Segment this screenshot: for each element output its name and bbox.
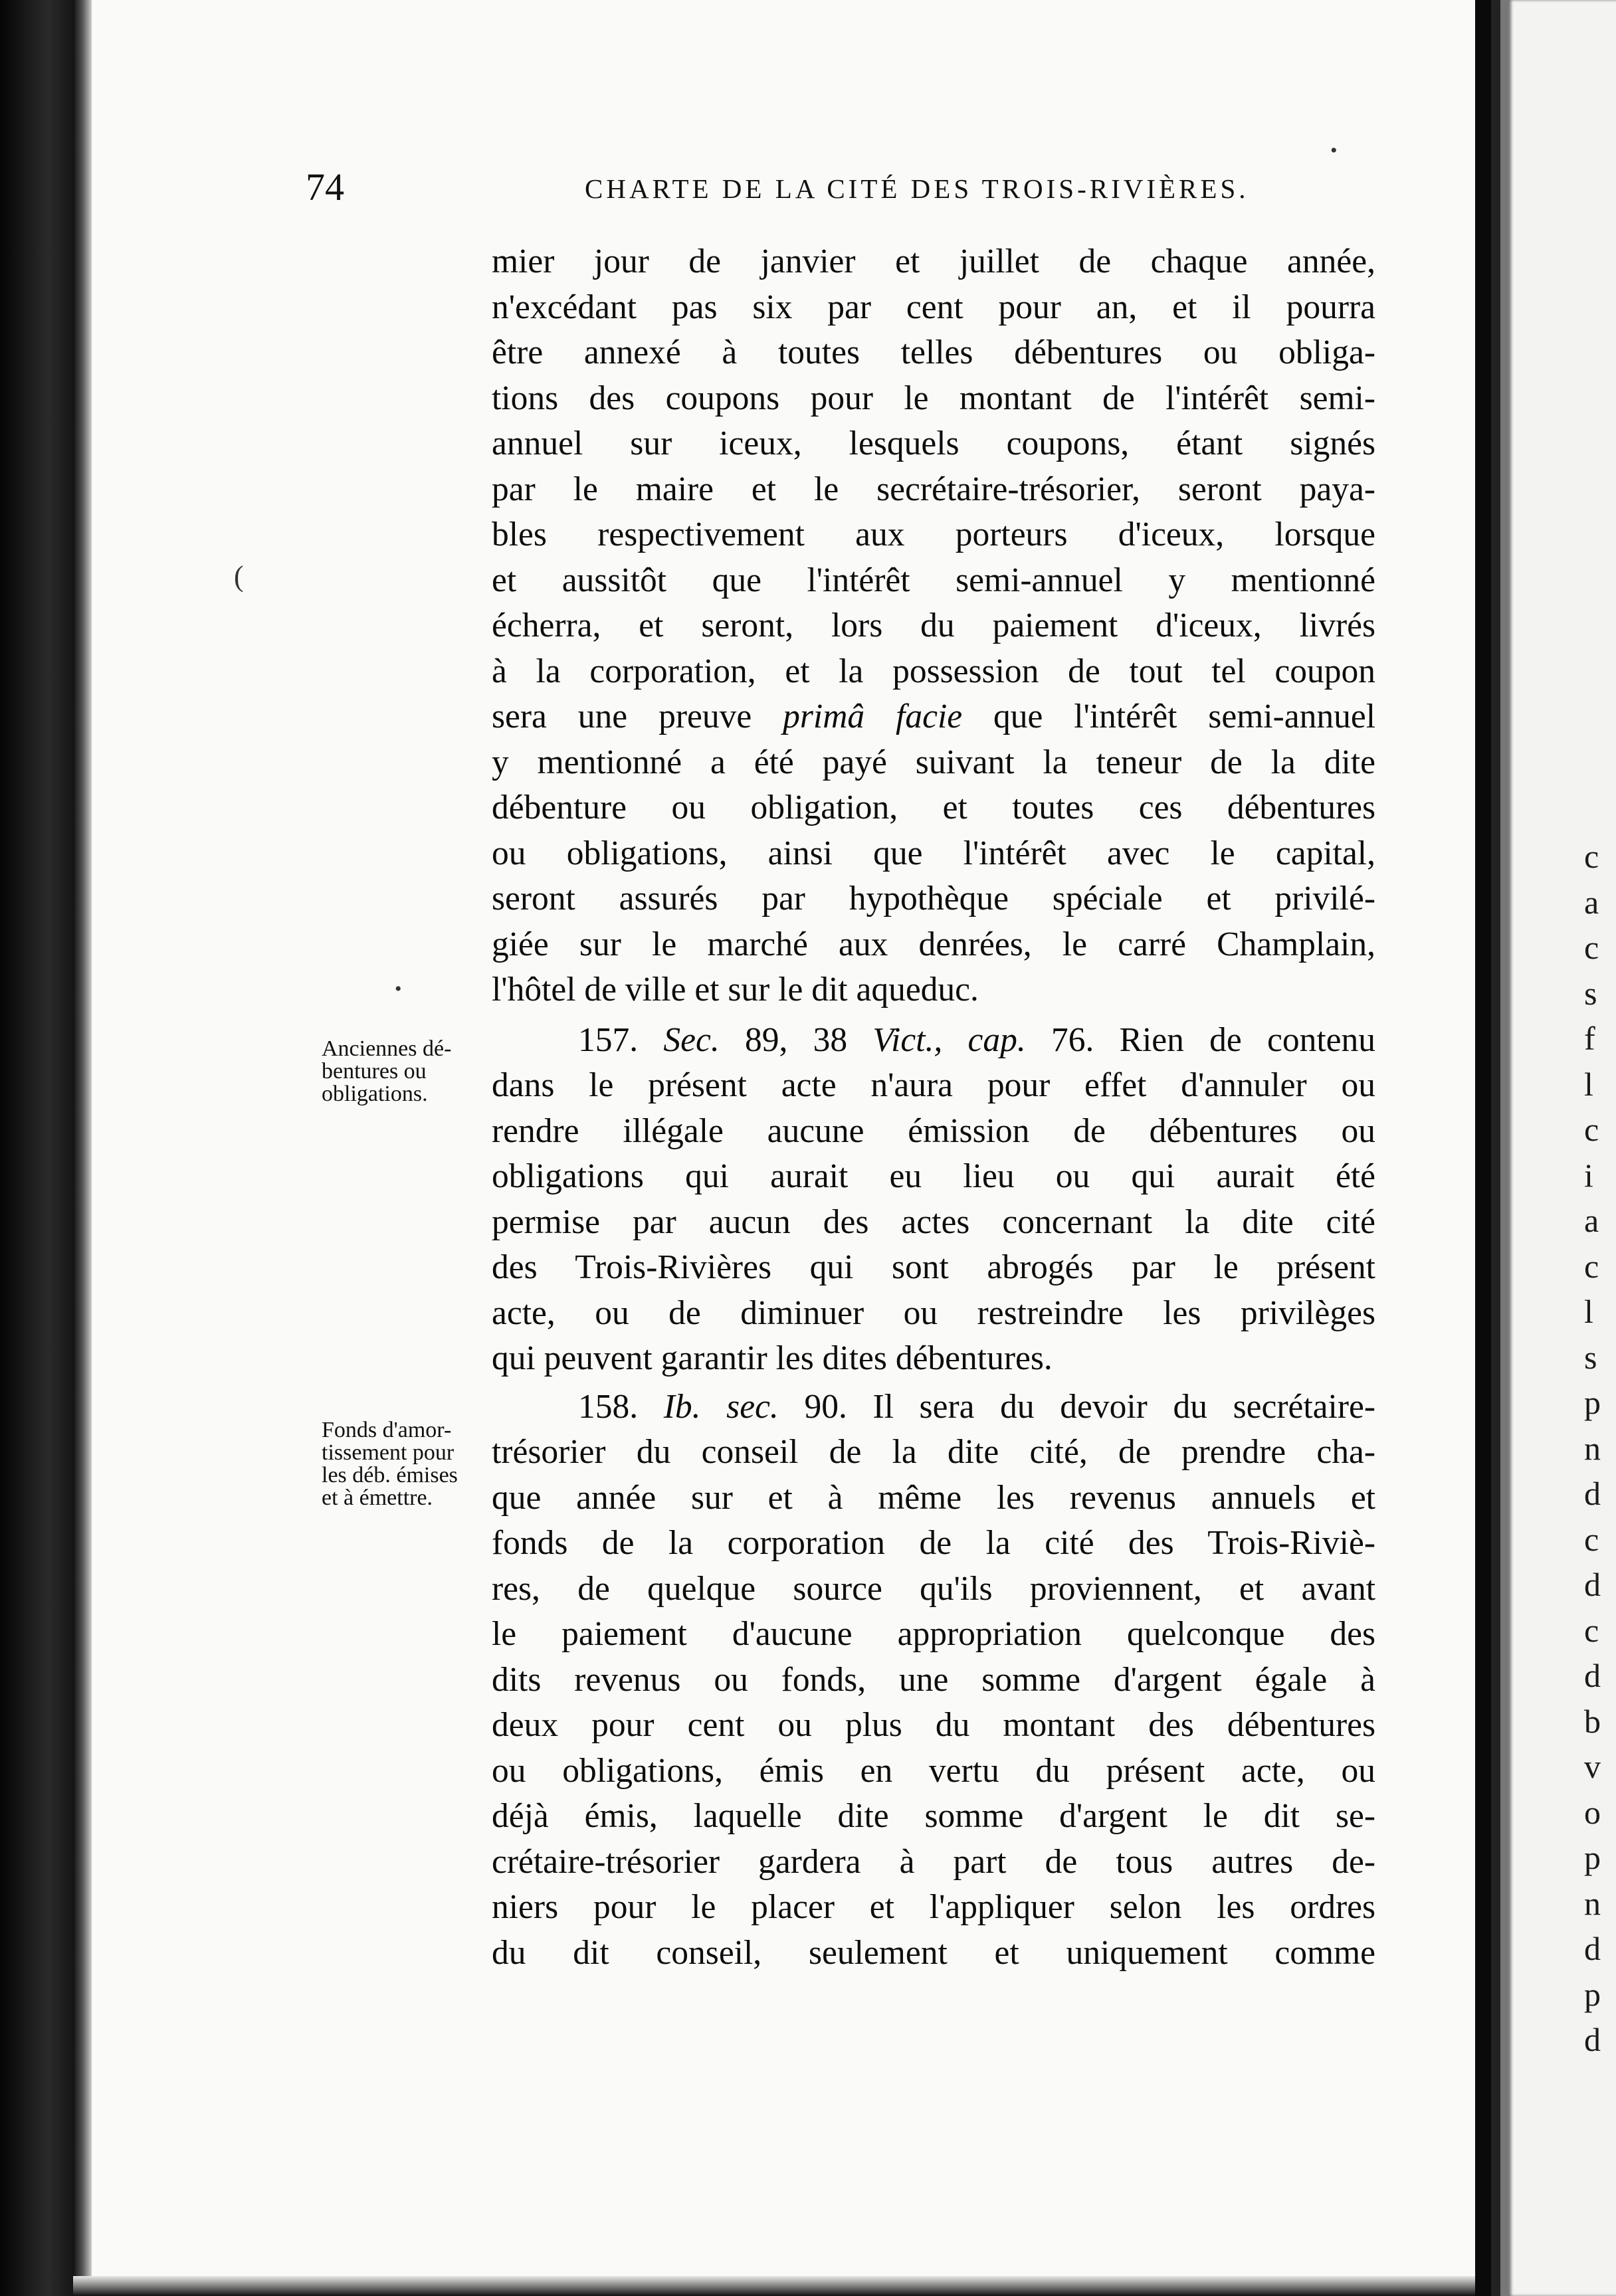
page-left-border — [73, 0, 92, 2296]
facing-page-letter: p — [1584, 1839, 1601, 1876]
text-line: et aussitôt que l'intérêt semi-annuel y mentionné — [492, 561, 1375, 599]
marginal-note-fonds-amortissement — [322, 1419, 508, 1509]
facing-page-letter: s — [1584, 1338, 1597, 1376]
text-line: niers pour le placer et l'appliquer selon les ordres — [492, 1888, 1375, 1926]
paragraph-last-line: qui peuvent garantir les dites débentures. — [492, 1339, 1053, 1377]
facing-page-letter: d — [1584, 1930, 1601, 1967]
text-line-italic-phrase — [492, 694, 1375, 740]
section-number: 158. — [578, 1387, 639, 1426]
page-bottom-edge — [73, 2276, 1475, 2296]
facing-page-letter: s — [1584, 974, 1597, 1012]
section-158-first-line — [492, 1385, 1375, 1430]
facing-page-letter: c — [1584, 1111, 1599, 1148]
text-line: le paiement d'aucune appropriation quelconque des — [492, 1615, 1375, 1653]
text-line: ou obligations, ainsi que l'intérêt avec le capital, — [492, 834, 1375, 872]
book-left-edge — [0, 0, 80, 2296]
text-line: crétaire-trésorier gardera à part de tous autres de- — [492, 1842, 1375, 1881]
marginal-note-line: Anciennes dé- — [322, 1036, 452, 1061]
text-line: deux pour cent ou plus du montant des débentures — [492, 1706, 1375, 1744]
text-line: tions des coupons pour le montant de l'intérêt semi- — [492, 379, 1375, 417]
facing-page-letter: d — [1584, 2021, 1601, 2058]
text-line: permise par aucun des actes concernant la dite cité — [492, 1202, 1375, 1241]
facing-page-letter: o — [1584, 1793, 1601, 1831]
text-line: obligations qui aurait eu lieu ou qui aurait été — [492, 1157, 1375, 1195]
text-line: ou obligations, émis en vertu du présent acte, ou — [492, 1751, 1375, 1790]
section-reference: Sec. — [663, 1020, 720, 1059]
facing-page-letter: b — [1584, 1702, 1601, 1740]
book-gutter — [1475, 0, 1491, 2296]
print-speck: ( — [234, 560, 244, 593]
line-text-after: Il sera du devoir du secrétaire- — [847, 1387, 1375, 1426]
line-text-after: que l'intérêt semi-annuel — [962, 698, 1376, 735]
facing-page-letter: c — [1584, 1520, 1599, 1558]
section-reference: Ib. sec. — [663, 1387, 779, 1426]
text-line: déjà émis, laquelle dite somme d'argent le dit se- — [492, 1797, 1375, 1835]
marginal-note-line: et à émettre. — [322, 1485, 433, 1510]
line-text-after: Rien de contenu — [1094, 1020, 1376, 1059]
facing-page-letter: f — [1584, 1020, 1595, 1057]
running-title: CHARTE DE LA CITÉ DES TROIS-RIVIÈRES. — [585, 173, 1249, 204]
text-line: bles respectivement aux porteurs d'iceux, lorsque — [492, 516, 1375, 553]
paragraph-last-line: l'hôtel de ville et sur le dit aqueduc. — [492, 971, 979, 1008]
facing-page-letter: v — [1584, 1748, 1601, 1785]
facing-page-letter: d — [1584, 1475, 1601, 1512]
text-line: débenture ou obligation, et toutes ces débentures — [492, 789, 1375, 826]
facing-page-letter: p — [1584, 1975, 1601, 2013]
facing-page-letter: n — [1584, 1884, 1601, 1922]
text-line: mier jour de janvier et juillet de chaque année, — [492, 242, 1375, 280]
marginal-note-line: Fonds d'amor- — [322, 1418, 452, 1442]
text-line: dans le présent acte n'aura pour effet d'annuler ou — [492, 1066, 1375, 1104]
text-line: trésorier du conseil de la dite cité, de prendre cha- — [492, 1433, 1375, 1471]
marginal-note-line: les déb. émises — [322, 1463, 458, 1487]
section-157-first-line — [492, 1018, 1375, 1064]
facing-page-letter: c — [1584, 1247, 1599, 1285]
marginal-note-line: bentures ou — [322, 1059, 427, 1084]
text-line: giée sur le marché aux denrées, le carré Champlain, — [492, 925, 1375, 963]
facing-page-letter: l — [1584, 1293, 1593, 1330]
facing-page-letter: n — [1584, 1429, 1601, 1467]
text-line: dits revenus ou fonds, une somme d'argent égale à — [492, 1660, 1375, 1699]
print-speck: • — [1330, 140, 1338, 161]
facing-page-letter: c — [1584, 838, 1599, 875]
text-line: des Trois-Rivières qui sont abrogés par le présent — [492, 1248, 1375, 1286]
text-line: du dit conseil, seulement et uniquement comme — [492, 1933, 1375, 1972]
facing-page-letter: d — [1584, 1657, 1601, 1694]
facing-page-letter: a — [1584, 1202, 1599, 1239]
facing-page-letter: p — [1584, 1384, 1601, 1421]
text-line: écherra, et seront, lors du paiement d'iceux, livrés — [492, 607, 1375, 644]
marginal-note-anciennes-debentures — [322, 1038, 508, 1105]
body-text — [492, 239, 1375, 1976]
text-line: res, de quelque source qu'ils proviennent, et avant — [492, 1569, 1375, 1608]
text-line: rendre illégale aucune émission de débentures ou — [492, 1111, 1375, 1150]
text-line: annuel sur iceux, lesquels coupons, étant signés — [492, 425, 1375, 462]
section-reference: 76. — [1025, 1020, 1094, 1059]
text-line: que année sur et à même les revenus annuels et — [492, 1478, 1375, 1517]
marginal-note-line: obligations. — [322, 1082, 428, 1106]
line-text-before: sera une preuve — [492, 698, 783, 735]
text-line: être annexé à toutes telles débentures ou obliga- — [492, 334, 1375, 371]
section-reference: 89, 38 — [719, 1020, 873, 1059]
facing-page-letter: d — [1584, 1566, 1601, 1603]
running-head — [306, 165, 1336, 211]
section-number: 157. — [578, 1020, 639, 1059]
print-speck: • — [395, 978, 402, 1000]
text-line: par le maire et le secrétaire-trésorier, seront paya- — [492, 470, 1375, 508]
text-line: acte, ou de diminuer ou restreindre les privilèges — [492, 1293, 1375, 1332]
text-line: n'excédant pas six par cent pour an, et il pourra — [492, 288, 1375, 326]
page-number: 74 — [306, 165, 344, 209]
facing-page-letter: c — [1584, 1611, 1599, 1649]
text-line: à la corporation, et la possession de tout tel coupon — [492, 652, 1375, 690]
text-line: fonds de la corporation de la cité des Trois-Riviè- — [492, 1524, 1375, 1562]
marginal-note-line: tissement pour — [322, 1440, 454, 1465]
facing-page-letter: a — [1584, 883, 1599, 921]
italic-phrase: primâ facie — [783, 698, 963, 735]
text-line: seront assurés par hypothèque spéciale et privilé- — [492, 880, 1375, 917]
facing-page-letter: i — [1584, 1156, 1593, 1194]
facing-page-letter: l — [1584, 1065, 1593, 1103]
text-line: y mentionné a été payé suivant la teneur de la dite — [492, 743, 1375, 781]
section-reference: Vict., cap. — [872, 1020, 1026, 1059]
section-reference: 90. — [778, 1387, 847, 1426]
facing-page-letter: c — [1584, 929, 1599, 966]
